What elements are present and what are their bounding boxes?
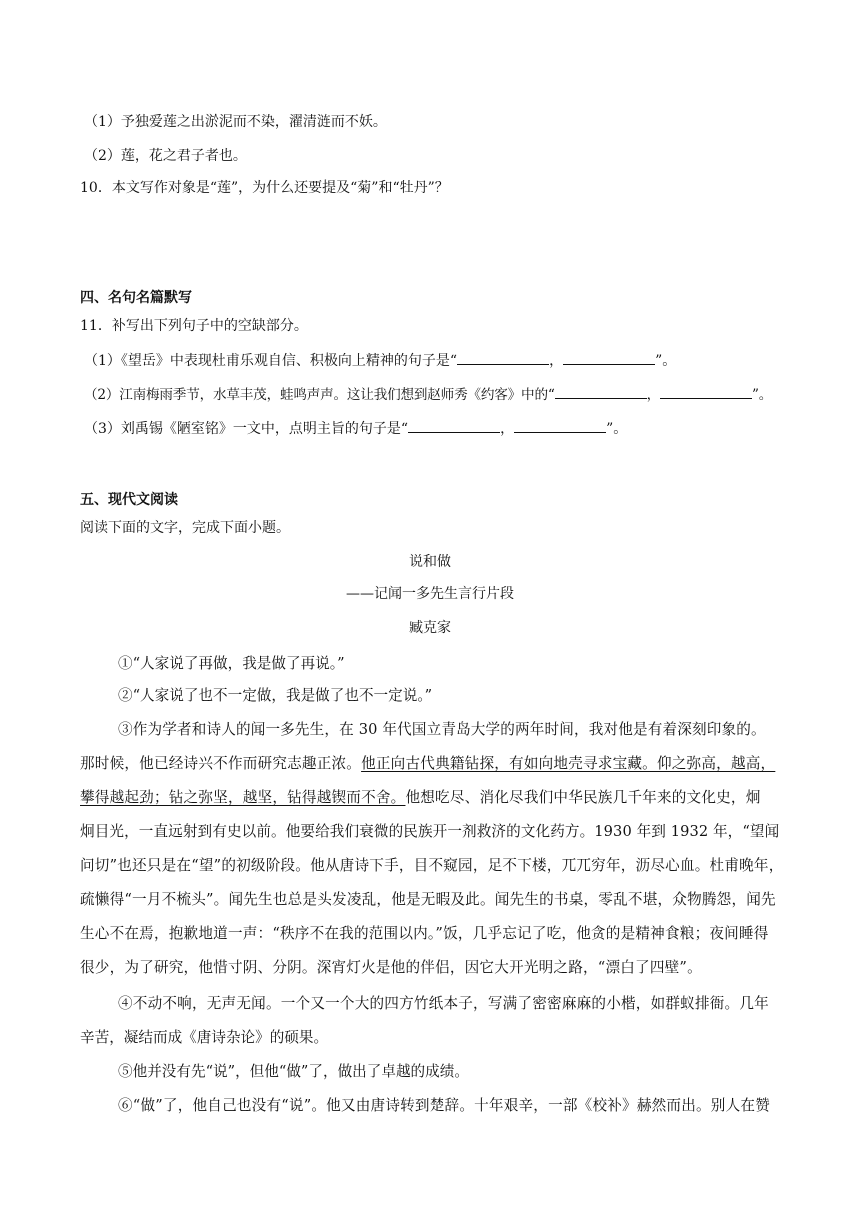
fill-sentence-1: （1）《望岳》中表现杜甫乐观自信、积极向上精神的句子是“ ， ”。: [84, 350, 676, 371]
article-author: 臧克家: [409, 620, 451, 636]
paragraph-3-line: 疏懒得“一月不梳头”。闻先生也总是头发凌乱，他是无暇及此。闻先生的书桌，零乱不堪，众物腾怨，闻先: [80, 891, 776, 908]
underlined-sentence: 攀得越起劲；钻之弥坚，越坚，钻得越锲而不舍。: [80, 789, 406, 806]
paragraph-1: ①“人家说了再做，我是做了再说。”: [118, 655, 345, 672]
section-4-heading: 四、名句名篇默写: [80, 290, 192, 306]
answer-blank[interactable]: [514, 418, 606, 433]
answer-blank[interactable]: [457, 350, 549, 365]
paragraph-3-line: ③作为学者和诗人的闻一多先生，在 30 年代国立青岛大学的两年时间，我对他是有着深刻印象的。: [118, 721, 766, 738]
paragraph-2: ②“人家说了也不一定做，我是做了也不一定说。”: [118, 687, 433, 704]
paragraph-6: ⑥“做”了，他自己也没有“说”。他又由唐诗转到楚辞。十年艰辛，一部《校补》赫然而出。别人在赞: [118, 1097, 770, 1114]
paragraph-3-line: 生心不在焉，抱歉地道一声：“秩序不在我的范围以内。”饭，几乎忘记了吃，他贪的是精神食粮；夜间睡得: [80, 925, 769, 942]
paragraph-3-line: 攀得越起劲；钻之弥坚，越坚，钻得越锲而不舍。他想吃尽、消化尽我们中华民族几千年来的文化史，炯: [80, 789, 761, 806]
answer-blank[interactable]: [555, 384, 647, 399]
item-2: （2）莲，花之君子者也。: [84, 148, 247, 164]
article-subtitle: ——记闻一多先生言行片段: [346, 586, 514, 602]
article-title: 说和做: [409, 554, 451, 570]
question-10: 10．本文写作对象是“莲”，为什么还要提及“菊”和“牡丹”？: [80, 180, 449, 196]
underlined-sentence: 他正向古代典籍钻探，有如向地壳寻求宝藏。仰之弥高，越高，: [361, 755, 776, 772]
fill-sentence-2: （2）江南梅雨季节，水草丰茂，蛙鸣声声。这让我们想到赵师秀《约客》中的“ ， ”。: [84, 384, 772, 405]
paragraph-3-line: 炯目光，一直远射到有史以前。他要给我们衰微的民族开一剂救济的文化药方。1930 年到 1932 年，“望闻: [80, 823, 780, 840]
answer-blank[interactable]: [563, 350, 655, 365]
paragraph-4-line: ④不动不响，无声无闻。一个又一个大的四方竹纸本子，写满了密密麻麻的小楷，如群蚁排衙。几年: [118, 995, 769, 1012]
question-11: 11．补写出下列句子中的空缺部分。: [80, 318, 308, 334]
paragraph-3-line: 很少，为了研究，他惜寸阴、分阴。深宵灯火是他的伴侣，因它大开光明之路，“漂白了四壁”。: [80, 959, 702, 976]
reading-instruction: 阅读下面的文字，完成下面小题。: [80, 520, 290, 536]
fill-sentence-3: （3）刘禹锡《陋室铭》一文中，点明主旨的句子是“ ， ”。: [84, 418, 627, 439]
section-5-heading: 五、现代文阅读: [80, 492, 178, 508]
answer-blank[interactable]: [408, 418, 500, 433]
paragraph-4-line: 辛苦，凝结而成《唐诗杂论》的硕果。: [80, 1029, 329, 1046]
paragraph-3-line: 那时候，他已经诗兴不作而研究志趣正浓。他正向古代典籍钻探，有如向地壳寻求宝藏。仰之弥高，越高，: [80, 755, 776, 772]
paragraph-5: ⑤他并没有先“说”，但他“做”了，做出了卓越的成绩。: [118, 1063, 469, 1080]
item-1: （1）予独爱莲之出淤泥而不染，濯清涟而不妖。: [84, 114, 387, 130]
paragraph-3-line: 问切”也还只是在“望”的初级阶段。他从唐诗下手，目不窥园，足不下楼，兀兀穷年，沥尽心血。杜甫晚年，: [80, 857, 784, 874]
answer-blank[interactable]: [660, 384, 752, 399]
